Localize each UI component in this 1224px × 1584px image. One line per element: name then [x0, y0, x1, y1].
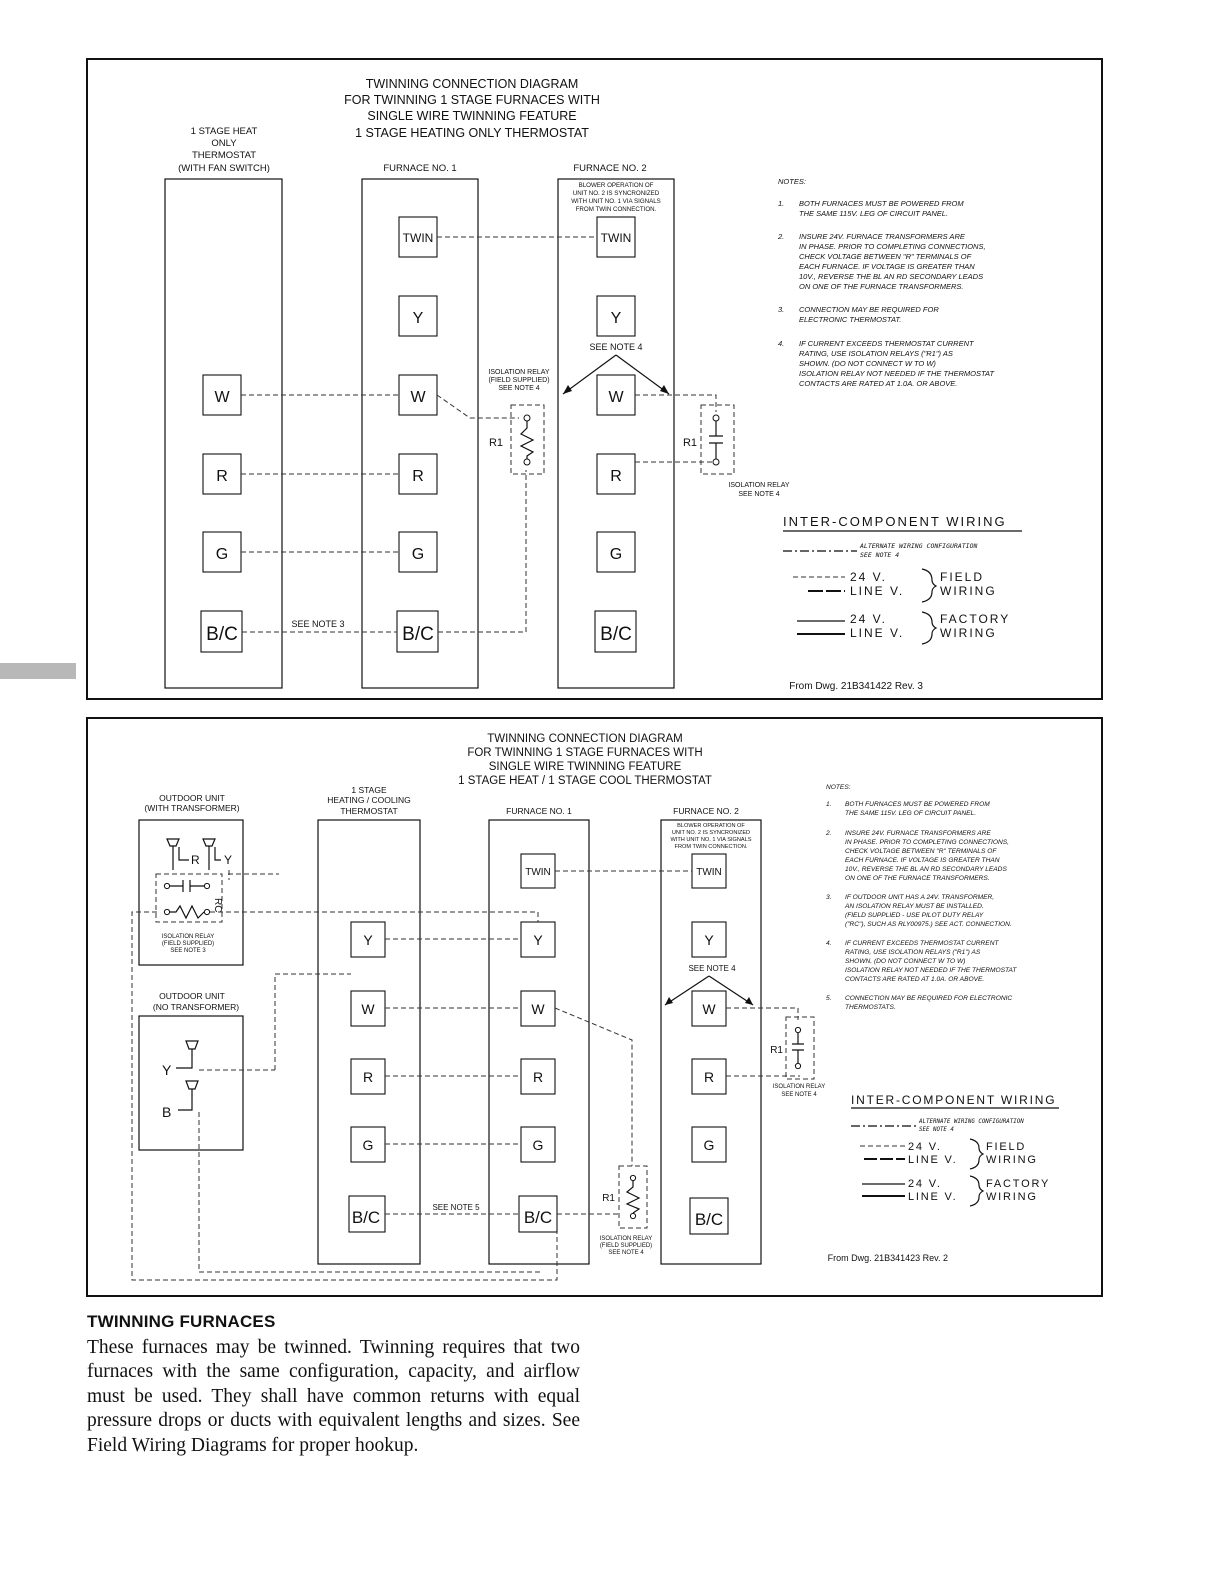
relay-caption: (FIELD SUPPLIED) [161, 941, 215, 947]
d1-title-line: FOR TWINNING 1 STAGE FURNACES WITH [344, 93, 600, 107]
relay-caption: SEE NOTE 4 [498, 385, 540, 392]
note-line: EACH FURNACE. IF VOLTAGE IS GREATER THAN [799, 262, 975, 271]
relay-label: R1 [602, 1193, 615, 1204]
label-line: 1 STAGE HEAT [190, 126, 258, 137]
relay-caption: SEE NOTE 4 [738, 491, 780, 498]
d1-furnace2-label: FURNACE NO. 2 [573, 163, 647, 174]
d2-see-note-4: SEE NOTE 4 [688, 964, 736, 973]
d1-isolation-relay [683, 405, 790, 498]
legend-brace [922, 569, 936, 602]
note-line: ("RC"), SUCH AS RLY00975.) SEE ACT. CONNECTION. [845, 921, 1012, 928]
d2-isolation-relay-field [600, 1166, 652, 1256]
contact [204, 909, 209, 914]
diagram-1-heating-only [87, 59, 1102, 699]
note-line: FROM TWIN CONNECTION. [674, 844, 748, 850]
note-line: THE SAME 115V. LEG OF CIRCUIT PANEL. [845, 810, 977, 817]
label-line: ONLY [211, 138, 237, 149]
note-line: IN PHASE. PRIOR TO COMPLETING CONNECTIONS, [799, 242, 986, 251]
legend-linev: LINE V. [850, 626, 905, 640]
terminal-label: W [702, 1001, 716, 1017]
d2-outdoor-without-label [153, 991, 239, 1012]
note-line: BOTH FURNACES MUST BE POWERED FROM [799, 199, 964, 208]
note-line: CHECK VOLTAGE BETWEEN "R" TERMINALS OF [845, 848, 997, 855]
notes-heading: NOTES: [778, 177, 806, 186]
note-line: RATING, USE ISOLATION RELAYS ("R1") AS [845, 949, 981, 956]
label-line: THERMOSTAT [191, 150, 257, 161]
note-line: INSURE 24V. FURNACE TRANSFORMERS ARE [799, 232, 965, 241]
note-line: INSURE 24V. FURNACE TRANSFORMERS ARE [845, 830, 991, 837]
terminal-y-label: Y [224, 853, 233, 867]
note-line: RATING, USE ISOLATION RELAYS ("R1") AS [799, 349, 953, 358]
terminal-label: W [361, 1001, 375, 1017]
legend-24v: 24 V. [908, 1178, 942, 1190]
terminal-label: R [610, 468, 622, 485]
note-line: IN PHASE. PRIOR TO COMPLETING CONNECTIONS, [845, 839, 1010, 846]
d1-title-line: 1 STAGE HEATING ONLY THERMOSTAT [355, 126, 589, 140]
terminal-label: B/C [402, 624, 434, 645]
legend-factory: FACTORY [940, 612, 1011, 626]
legend-alt-text: SEE NOTE 4 [919, 1127, 954, 1133]
d1-title-line: TWINNING CONNECTION DIAGRAM [365, 77, 579, 91]
d2-notes [825, 784, 1017, 1011]
terminal-label: G [703, 1137, 715, 1153]
d1-thermostat-label [178, 126, 270, 174]
d2-see-note-5: SEE NOTE 5 [432, 1203, 480, 1212]
relay-label: R1 [488, 437, 503, 449]
relay-contact [524, 459, 530, 465]
legend-linev: LINE V. [908, 1191, 958, 1203]
terminal-label: R [703, 1069, 715, 1085]
relay-coil [521, 421, 533, 459]
terminal-label: B/C [523, 1208, 553, 1227]
terminal-label: Y [412, 310, 424, 327]
terminal-label: B/C [600, 624, 632, 645]
label-line: (WITH FAN SWITCH) [178, 163, 270, 174]
terminal-label: Y [704, 932, 714, 948]
note-line: ON ONE OF THE FURNACE TRANSFORMERS. [845, 875, 990, 882]
diagram-2-title [458, 733, 712, 787]
label-line: HEATING / COOLING [327, 795, 411, 805]
note-line: IF OUTDOOR UNIT HAS A 24V. TRANSFORMER, [845, 894, 995, 901]
legend-brace [970, 1176, 983, 1206]
diagram-1-title [344, 77, 600, 140]
terminal-label: TWIN [525, 867, 551, 878]
section-title: TWINNING FURNACES [87, 1312, 276, 1331]
legend-alt-text: ALTERNATE WIRING CONFIGURATION [860, 542, 978, 550]
terminal-label: R [216, 468, 228, 485]
legend-field: WIRING [986, 1154, 1038, 1166]
relay-label: R1 [682, 437, 697, 449]
legend-factory: FACTORY [986, 1178, 1051, 1190]
note-num: 4. [778, 339, 785, 348]
d2-outdoor-with-label [144, 793, 239, 813]
relay-label: R1 [770, 1045, 783, 1056]
d1-legend [783, 514, 1022, 644]
terminal-label: W [410, 389, 426, 406]
relay-caption: ISOLATION RELAY [488, 369, 550, 376]
note-line: WITH UNIT NO. 1 VIA SIGNALS [571, 198, 661, 205]
note-line: CHECK VOLTAGE BETWEEN "R" TERMINALS OF [799, 252, 972, 261]
note-line: CONNECTION MAY BE REQUIRED FOR [799, 305, 939, 314]
note-line: BLOWER OPERATION OF [677, 823, 745, 829]
terminal-label: B/C [694, 1210, 724, 1229]
relay-contact [795, 1027, 800, 1032]
note-num: 3. [826, 894, 832, 901]
note-line: CONTACTS ARE RATED AT 1.0A. OR ABOVE. [799, 379, 958, 388]
legend-field: WIRING [940, 584, 997, 598]
relay-switch [709, 421, 723, 459]
note-line: WITH UNIT NO. 1 VIA SIGNALS [670, 837, 752, 843]
terminal-label: B/C [351, 1208, 381, 1227]
section-body: These furnaces may be twinned. Twinning requires that two furnaces with the same configuration, capacity, and airflow must be used. They shall have common returns with equal pressure drops or ducts with equivalent lengths and sizes. See Field Wiring Diagrams for proper hookup. [87, 1337, 580, 1456]
terminal-label: W [608, 389, 624, 406]
note-line: SHOWN. (DO NOT CONNECT W TO W) [845, 958, 966, 965]
legend-field: FIELD [940, 570, 985, 584]
note-line: ELECTRONIC THERMOSTAT. [799, 315, 902, 324]
d1-blower-note [571, 182, 661, 213]
label-line: (NO TRANSFORMER) [152, 1002, 240, 1012]
note-num: 2. [778, 232, 785, 241]
relay-contact [524, 415, 530, 421]
terminal-label: Y [363, 932, 373, 948]
note-line: THERMOSTATS. [845, 1004, 896, 1011]
d2-furnace2-label: FURNACE NO. 2 [673, 806, 739, 816]
relay-caption: ISOLATION RELAY [161, 934, 215, 940]
note-line: FROM TWIN CONNECTION. [575, 206, 657, 213]
notes-heading: NOTES: [826, 784, 851, 791]
terminal-label: R [362, 1069, 374, 1085]
terminal-label: G [215, 546, 229, 563]
relay-contact [795, 1063, 800, 1068]
relay-box [786, 1017, 814, 1079]
note-line: ON ONE OF THE FURNACE TRANSFORMERS. [799, 282, 964, 291]
label-line: THERMOSTAT [340, 806, 398, 816]
terminal-label: G [411, 546, 425, 563]
relay-coil [627, 1181, 639, 1213]
note-line: UNIT NO. 2 IS SYNCRONIZED [572, 190, 660, 197]
relay-caption: ISOLATION RELAY [728, 482, 790, 489]
relay-caption: SEE NOTE 4 [608, 1250, 644, 1256]
note-line: BOTH FURNACES MUST BE POWERED FROM [845, 801, 990, 808]
terminal-label: Y [533, 932, 543, 948]
relay-caption: ISOLATION RELAY [599, 1236, 653, 1242]
terminal-label: W [214, 389, 230, 406]
legend-title: INTER-COMPONENT WIRING [783, 514, 1007, 529]
d2-title-line: TWINNING CONNECTION DIAGRAM [487, 733, 683, 745]
d1-drawing-ref: From Dwg. 21B341422 Rev. 3 [789, 681, 923, 692]
note-line: ISOLATION RELAY NOT NEEDED IF THE THERMOSTAT [799, 369, 995, 378]
contact [204, 883, 209, 888]
relay-caption: (FIELD SUPPLIED) [599, 1243, 653, 1249]
note-line: 10V., REVERSE THE BL AN RD SECONDARY LEADS [845, 866, 1007, 873]
terminal-label: TWIN [600, 231, 632, 245]
terminal-label: R [412, 468, 424, 485]
d2-furnace1-label: FURNACE NO. 1 [506, 806, 572, 816]
d2-title-line: FOR TWINNING 1 STAGE FURNACES WITH [467, 747, 703, 759]
note-line: UNIT NO. 2 IS SYNCRONIZED [671, 830, 751, 836]
relay-switch [792, 1033, 804, 1063]
d2-outdoor-unit-no-transformer [139, 1016, 243, 1150]
legend-factory: WIRING [940, 626, 997, 640]
note-line: IF CURRENT EXCEEDS THERMOSTAT CURRENT [845, 940, 999, 947]
d1-see-note-4: SEE NOTE 4 [589, 342, 643, 352]
terminal-label: G [609, 546, 623, 563]
d2-isolation-relay [770, 1017, 825, 1098]
relay-contact [630, 1213, 635, 1218]
d1-furnace1-label: FURNACE NO. 1 [383, 163, 457, 174]
note-line: CONTACTS ARE RATED AT 1.0A. OR ABOVE. [845, 976, 985, 983]
terminal-r-label: R [191, 853, 200, 867]
d2-thermostat-label [327, 785, 410, 816]
legend-factory: WIRING [986, 1191, 1038, 1203]
contact [164, 883, 169, 888]
note-line: BLOWER OPERATION OF [578, 182, 654, 189]
d2-legend [851, 1093, 1059, 1206]
terminal-label: TWIN [402, 231, 434, 245]
note-num: 4. [826, 940, 832, 947]
label-line: OUTDOOR UNIT [159, 793, 225, 803]
d1-isolation-relay-field [488, 369, 550, 474]
terminal-label: B/C [206, 624, 238, 645]
legend-24v: 24 V. [908, 1141, 942, 1153]
legend-brace [970, 1139, 983, 1169]
contact [164, 909, 169, 914]
terminal-label: Y [610, 310, 622, 327]
note-num: 3. [778, 305, 785, 314]
rc-label: RC [212, 898, 223, 913]
d1-notes [777, 177, 995, 388]
legend-alt-text: SEE NOTE 4 [860, 551, 900, 559]
d1-title-line: SINGLE WIRE TWINNING FEATURE [367, 109, 577, 123]
note-line: AN ISOLATION RELAY MUST BE INSTALLED. [845, 903, 984, 910]
legend-alt-text: ALTERNATE WIRING CONFIGURATION [919, 1119, 1024, 1125]
relay-contact [713, 415, 719, 421]
d2-title-line: 1 STAGE HEAT / 1 STAGE COOL THERMOSTAT [458, 775, 712, 787]
terminal-label: TWIN [696, 867, 722, 878]
note-line: ISOLATION RELAY NOT NEEDED IF THE THERMOSTAT [845, 967, 1017, 974]
d1-see-note-3: SEE NOTE 3 [291, 619, 345, 629]
legend-24v: 24 V. [850, 612, 887, 626]
label-line: 1 STAGE [351, 785, 387, 795]
label-line: (WITH TRANSFORMER) [144, 803, 240, 813]
terminal-label: G [362, 1137, 374, 1153]
note-num: 5. [826, 995, 832, 1002]
note-line: SHOWN. (DO NOT CONNECT W TO W) [799, 359, 936, 368]
relay-caption: ISOLATION RELAY [772, 1084, 826, 1090]
note-num: 1. [778, 199, 785, 208]
legend-linev: LINE V. [850, 584, 905, 598]
d2-title-line: SINGLE WIRE TWINNING FEATURE [488, 761, 682, 773]
note-num: 2. [826, 830, 832, 837]
label-line: OUTDOOR UNIT [159, 991, 225, 1001]
relay-contact [630, 1175, 635, 1180]
d2-drawing-ref: From Dwg. 21B341423 Rev. 2 [827, 1253, 948, 1263]
relay-caption: SEE NOTE 4 [781, 1092, 817, 1098]
relay-contact [713, 459, 719, 465]
note-line: THE SAME 115V. LEG OF CIRCUIT PANEL. [799, 209, 949, 218]
d2-blower-note [670, 823, 751, 850]
legend-24v: 24 V. [850, 570, 887, 584]
note-line: 10V., REVERSE THE BL AN RD SECONDARY LEADS [799, 272, 984, 281]
legend-linev: LINE V. [908, 1154, 958, 1166]
note-num: 1. [826, 801, 832, 808]
diagram-2-heat-cool [87, 718, 1102, 1296]
terminal-b-label: B [162, 1104, 172, 1120]
legend-title: INTER-COMPONENT WIRING [851, 1093, 1057, 1107]
terminal-label: R [532, 1069, 544, 1085]
note-line: IF CURRENT EXCEEDS THERMOSTAT CURRENT [799, 339, 974, 348]
terminal-y-label: Y [162, 1062, 172, 1078]
legend-field: FIELD [986, 1141, 1027, 1153]
relay-caption: SEE NOTE 3 [170, 948, 206, 954]
note-line: EACH FURNACE. IF VOLTAGE IS GREATER THAN [845, 857, 1000, 864]
note-line: (FIELD SUPPLIED - USE PILOT DUTY RELAY [845, 912, 984, 919]
terminal-label: W [531, 1001, 545, 1017]
relay-caption: (FIELD SUPPLIED) [488, 377, 550, 384]
terminal-label: G [532, 1137, 544, 1153]
note-line: CONNECTION MAY BE REQUIRED FOR ELECTRONIC [845, 995, 1013, 1002]
legend-brace [922, 612, 936, 644]
